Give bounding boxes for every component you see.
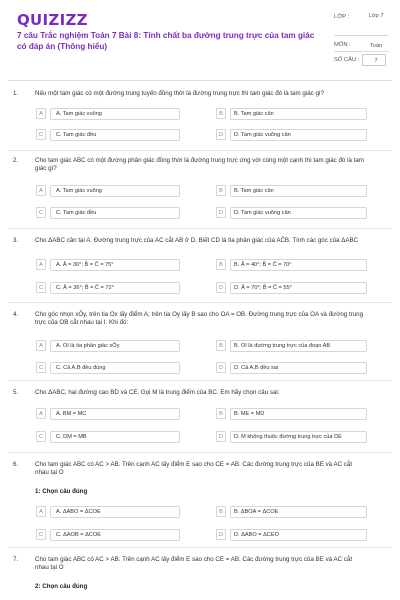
option-text: C. ΔAOB = ΔCOE (56, 532, 101, 538)
question-number: 2. (13, 157, 19, 164)
question-divider (8, 452, 392, 453)
option-c[interactable] (50, 529, 180, 541)
option-a[interactable] (50, 108, 180, 120)
option-text: A. Â = 30°; B̂ = Ĉ = 75° (56, 262, 114, 268)
option-b-letter[interactable]: B (216, 259, 226, 270)
quizizz-logo: QUIZIZZ (17, 11, 88, 29)
question-number: 1. (13, 90, 19, 97)
option-text: D. M không thuộc đường trung trực của DE (234, 434, 342, 440)
question-number: 5. (13, 389, 19, 396)
option-d[interactable] (230, 362, 367, 374)
option-c[interactable] (50, 282, 180, 294)
option-d-letter[interactable]: D (216, 129, 226, 140)
option-text: C. DM = MB (56, 434, 87, 440)
question-number: 3. (13, 237, 19, 244)
option-text: C. Cả A,B đều đúng (56, 365, 106, 371)
option-a-letter[interactable]: A (36, 408, 46, 419)
option-text: A. BM = MC (56, 411, 87, 417)
option-a[interactable] (50, 506, 180, 518)
question-number: 7. (13, 556, 19, 563)
option-b[interactable] (230, 259, 367, 271)
option-c[interactable] (50, 362, 180, 374)
mon-label: MÔN : (334, 42, 351, 48)
question-number: 6. (13, 461, 19, 468)
option-a-letter[interactable]: A (36, 108, 46, 119)
question-divider (8, 150, 392, 151)
option-a-letter[interactable]: A (36, 185, 46, 196)
option-b[interactable] (230, 185, 367, 197)
sub-question-label: 1: Chọn câu đúng (35, 488, 88, 495)
option-b[interactable] (230, 340, 367, 352)
option-b-letter[interactable]: B (216, 408, 226, 419)
question-text: Cho góc nhọn xÔy, trên tia Ox lấy điểm A; trên tia Oy lấy B sao cho OA = OB. Đường trung trực của OA và đường trung trực của OB cắt nhau tại I. Khi đó: (35, 311, 364, 326)
option-b-letter[interactable]: B (216, 506, 226, 517)
option-text: A. Tam giác vuông (56, 111, 102, 117)
option-text: D. Tam giác vuông cân (234, 132, 291, 138)
option-a[interactable] (50, 259, 180, 271)
lop-value: Lớp 7 (368, 13, 384, 19)
option-c-letter[interactable]: C (36, 207, 46, 218)
option-a[interactable] (50, 185, 180, 197)
option-b-letter[interactable]: B (216, 340, 226, 351)
option-text: B. ΔBOA = ΔCOE (234, 509, 279, 515)
question-divider (8, 228, 392, 229)
option-text: C. Tam giác đều (56, 210, 97, 216)
question-text: Cho tam giác ABC có một đường phân giác đồng thời là đường trung trực ứng với cùng một cạnh thì tam giác đó là tam giác gì? (35, 157, 364, 172)
option-b-letter[interactable]: B (216, 108, 226, 119)
meta-divider (334, 51, 388, 52)
header-divider (8, 80, 392, 81)
option-c[interactable] (50, 207, 180, 219)
option-a[interactable] (50, 408, 180, 420)
option-text: B. OI là đường trung trực của đoạn AB (234, 343, 331, 349)
option-a-letter[interactable]: A (36, 259, 46, 270)
option-a[interactable] (50, 340, 180, 352)
option-text: D. Â = 70°; B̂ = Ĉ = 55° (234, 285, 292, 291)
option-c[interactable] (50, 129, 180, 141)
option-d-letter[interactable]: D (216, 431, 226, 442)
socau-label: SỐ CÂU : (334, 57, 360, 63)
option-b[interactable] (230, 108, 367, 120)
question-text: Nếu một tam giác có một đường trung tuyến đồng thời là đường trung trực thì tam giác đó là tam giác gì? (35, 90, 325, 97)
option-d[interactable] (230, 282, 367, 294)
option-b-letter[interactable]: B (216, 185, 226, 196)
option-b[interactable] (230, 408, 367, 420)
option-d[interactable] (230, 431, 367, 443)
option-c-letter[interactable]: C (36, 282, 46, 293)
option-c[interactable] (50, 431, 180, 443)
question-text: Cho tam giác ABC có AC > AB. Trên cạnh AC lấy điểm E sao cho CE = AB. Các đường trung trực của BE và AC cắt nhau tại O (35, 461, 353, 476)
option-text: B. ME = MD (234, 411, 265, 417)
option-d[interactable] (230, 129, 367, 141)
option-text: B. Tam giác cân (234, 111, 274, 117)
option-c-letter[interactable]: C (36, 129, 46, 140)
option-text: A. OI là tia phân giác xÔy (56, 343, 120, 349)
sub-question-label: 2: Chọn câu đúng (35, 583, 88, 590)
option-d[interactable] (230, 207, 367, 219)
option-text: B. Â = 40°; B̂ = Ĉ = 70° (234, 262, 292, 268)
option-a-letter[interactable]: A (36, 506, 46, 517)
lop-label: LỚP : (334, 14, 350, 20)
option-text: A. Tam giác vuông (56, 188, 102, 194)
option-a-letter[interactable]: A (36, 340, 46, 351)
option-c-letter[interactable]: C (36, 529, 46, 540)
question-number: 4. (13, 311, 19, 318)
question-divider (8, 380, 392, 381)
option-d-letter[interactable]: D (216, 282, 226, 293)
option-d[interactable] (230, 529, 367, 541)
option-text: A. ΔABO = ΔCOE (56, 509, 101, 515)
option-c-letter[interactable]: C (36, 362, 46, 373)
option-d-letter[interactable]: D (216, 529, 226, 540)
option-d-letter[interactable]: D (216, 362, 226, 373)
worksheet-header (0, 0, 400, 78)
mon-value: Toán (369, 43, 383, 49)
socau-value: 7 (374, 58, 378, 64)
option-text: C. Tam giác đều (56, 132, 97, 138)
question-text: Cho tam giác ABC có AC > AB. Trên cạnh AC lấy điểm E sao cho CE = AB. Các đường trung trực của BE và AC cắt nhau tại O (35, 556, 353, 571)
option-text: D. Tam giác vuông cân (234, 210, 291, 216)
option-text: D. Cả A,B đều sai (234, 365, 279, 371)
question-divider (8, 302, 392, 303)
option-d-letter[interactable]: D (216, 207, 226, 218)
question-divider (8, 547, 392, 548)
question-text: Cho ΔABC, hai đường cao BD và CE. Gọi M là trung điểm của BC. Em hãy chọn câu sai: (35, 389, 280, 396)
worksheet-title: 7 câu Trắc nghiệm Toán 7 Bài 8: Tính chất ba đường trung trực của tam giác có đáp án (Thông hiểu) (17, 31, 315, 51)
question-text: Cho ΔABC cân tại A. Đường trung trực của AC cắt AB ở D. Biết CD là tia phân giác của AĈB. Tính các góc của ΔABC (35, 237, 359, 244)
option-text: D. ΔABO = ΔCEO (234, 532, 279, 538)
meta-divider (334, 35, 388, 36)
option-b[interactable] (230, 506, 367, 518)
option-text: B. Tam giác cân (234, 188, 274, 194)
option-c-letter[interactable]: C (36, 431, 46, 442)
option-text: C. Â = 36°; B̂ = Ĉ = 72° (56, 285, 114, 291)
